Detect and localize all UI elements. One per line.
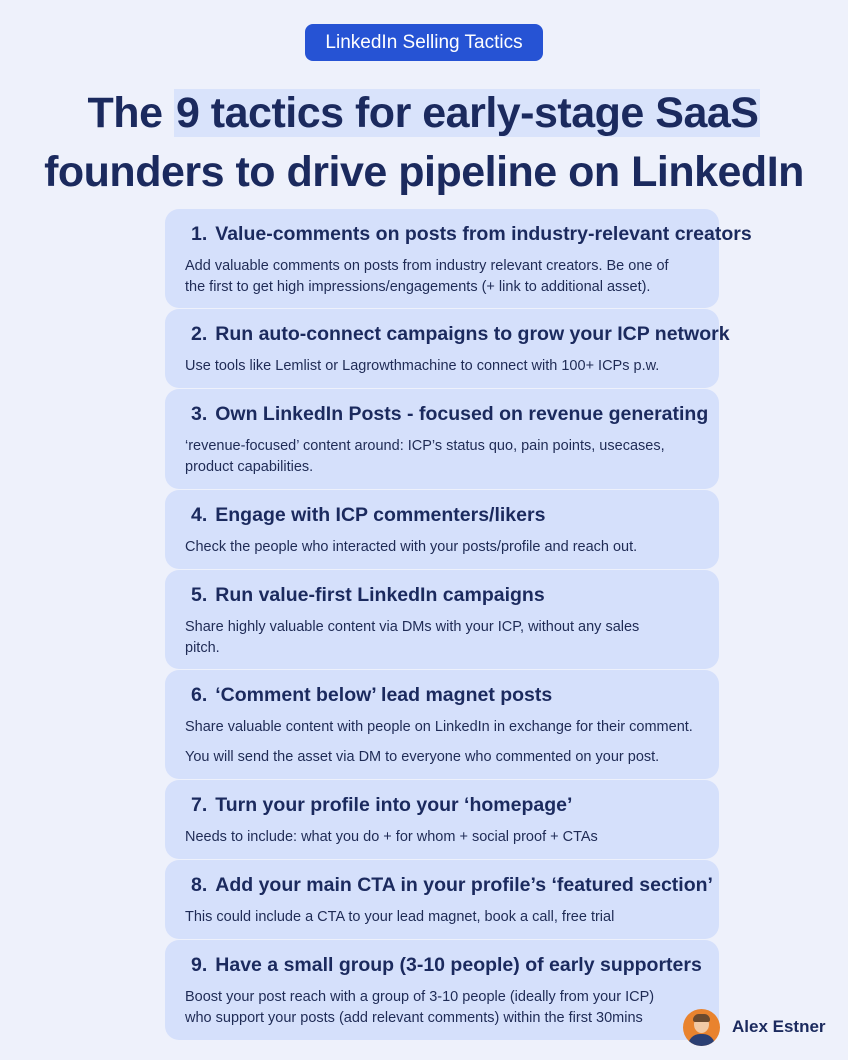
tactic-card-9	[165, 940, 719, 1040]
tactic-description: Needs to include: what you do + for whom + social proof + CTAs	[185, 829, 598, 845]
tactic-title: Run value-first LinkedIn campaigns	[215, 584, 545, 606]
tactic-description: ‘revenue-focused’ content around: ICP’s status quo, pain points, usecases, product capabilities.	[185, 438, 665, 475]
tactic-description: Add valuable comments on posts from industry relevant creators. Be one of the first to get high impressions/engagements (+ link to additional asset).	[185, 258, 669, 295]
tactic-card-7	[165, 780, 719, 859]
avatar-shirt	[688, 1034, 715, 1046]
tactic-heading	[185, 221, 752, 247]
tactic-description: Share highly valuable content via DMs with your ICP, without any sales pitch.	[185, 619, 640, 656]
tactic-heading	[185, 872, 713, 898]
tactic-number: 8.	[191, 874, 208, 896]
tactic-description: This could include a CTA to your lead magnet, book a call, free trial	[185, 909, 615, 925]
tactic-number: 6.	[191, 684, 208, 706]
tactic-card-1	[165, 209, 752, 308]
tactic-heading	[185, 321, 730, 347]
author-name: Alex Estner	[732, 1017, 826, 1036]
tactic-title: Turn your profile into your ‘homepage’	[215, 794, 573, 816]
tactic-card-8	[165, 860, 719, 939]
tactic-title: Value-comments on posts from industry-relevant creators	[215, 223, 752, 245]
tactic-heading	[185, 682, 709, 708]
page-title	[0, 84, 848, 202]
tactic-number: 1.	[191, 223, 208, 245]
tactic-heading	[185, 502, 709, 528]
tactic-title: Run auto-connect campaigns to grow your ICP network	[215, 323, 730, 345]
title-line-1	[0, 84, 848, 143]
tactic-heading	[185, 582, 709, 608]
tactic-card-5	[165, 570, 719, 669]
title-highlight: 9 tactics for early-stage SaaS	[175, 89, 759, 137]
tactic-number: 3.	[191, 403, 208, 425]
tactic-title: Have a small group (3-10 people) of early supporters	[215, 954, 702, 976]
tactic-heading	[185, 792, 709, 818]
title-prefix: The	[87, 89, 174, 137]
tactic-description: Share valuable content with people on LinkedIn in exchange for their comment.	[185, 719, 693, 735]
author-signature	[683, 1008, 826, 1046]
avatar-hair	[693, 1014, 710, 1022]
tactic-title: Own LinkedIn Posts - focused on revenue generating	[215, 403, 709, 425]
category-badge: LinkedIn Selling Tactics	[305, 24, 543, 61]
tactic-title: ‘Comment below’ lead magnet posts	[215, 684, 553, 706]
tactic-description: Use tools like Lemlist or Lagrowthmachine to connect with 100+ ICPs p.w.	[185, 358, 660, 374]
tactic-card-6	[165, 670, 719, 779]
tactic-heading	[185, 401, 709, 427]
tactic-number: 7.	[191, 794, 208, 816]
tactic-number: 4.	[191, 504, 208, 526]
avatar	[683, 1009, 720, 1046]
tactic-card-2	[165, 309, 730, 388]
tactic-description-secondary: You will send the asset via DM to everyone who commented on your post.	[185, 748, 660, 765]
tactic-description: Boost your post reach with a group of 3-10 people (ideally from your ICP) who support your posts (add relevant comments) within the first 30mins	[185, 989, 655, 1026]
title-line-2: founders to drive pipeline on LinkedIn	[44, 148, 804, 196]
tactic-title: Add your main CTA in your profile’s ‘featured section’	[215, 874, 713, 896]
tactic-card-3	[165, 389, 719, 489]
tactic-number: 5.	[191, 584, 208, 606]
tactic-heading	[185, 952, 709, 978]
tactic-card-4	[165, 490, 719, 569]
tactic-number: 2.	[191, 323, 208, 345]
tactic-title: Engage with ICP commenters/likers	[215, 504, 546, 526]
tactic-number: 9.	[191, 954, 208, 976]
tactic-description: Check the people who interacted with your posts/profile and reach out.	[185, 539, 638, 555]
